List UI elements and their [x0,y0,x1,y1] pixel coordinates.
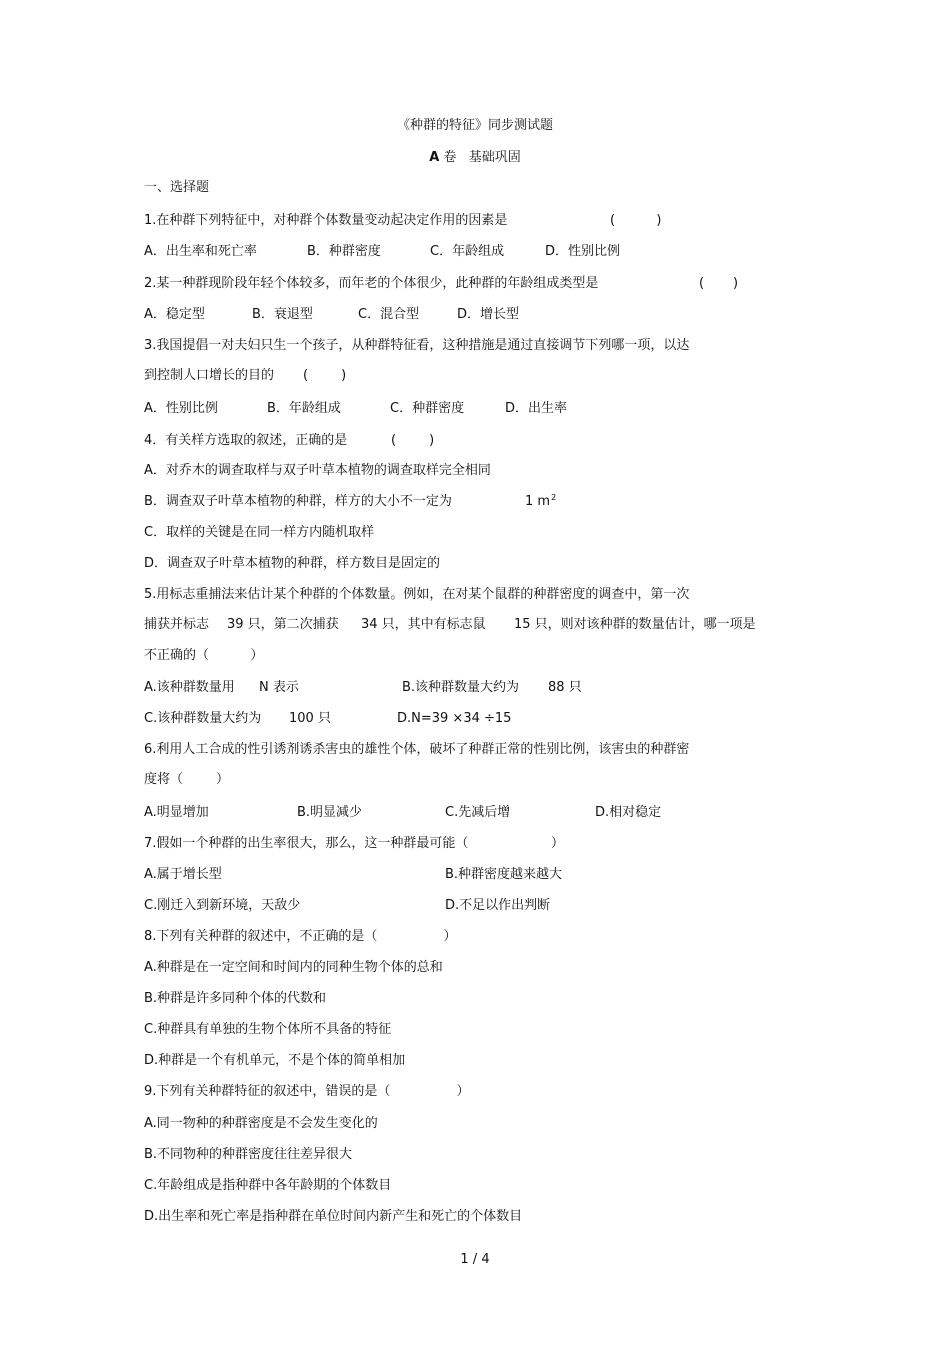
question-7-stem: 7.假如一个种群的出生率很大，那么，这一种群最可能（ ） [144,836,565,851]
question-4-answer-paren: ( ) [391,433,435,448]
question-6-stem-line1: 6.利用人工合成的性引诱剂诱杀害虫的雄性个体，破坏了种群正常的性别比例，该害虫的种群密 [144,742,690,757]
area-value: 1 m [525,494,551,509]
question-5-stem-line2-part3: 34 只，其中有标志鼠 [361,617,486,632]
question-4-option-a: A．对乔木的调查取样与双子叶草本植物的调查取样完全相同 [144,463,491,478]
question-4-option-b: B．调查双子叶草本植物的种群，样方的大小不一定为 [144,494,452,509]
question-6-option-c: C.先减后增 [445,805,511,820]
question-1-option-b: B．种群密度 [307,244,381,259]
question-3-stem-line1: 3.我国提倡一对夫妇只生一个孩子，从种群特征看，这种措施是通过直接调节下列哪一项，以达 [144,338,690,353]
question-2-option-a: A．稳定型 [144,307,205,322]
question-5-option-b-value: 88 只 [548,680,582,695]
question-5-option-a-label: A.该种群数量用 [144,680,235,695]
question-7-option-a: A.属于增长型 [144,867,222,882]
area-exponent: 2 [551,493,557,502]
question-5-stem-line1: 5.用标志重捕法来估计某个种群的个体数量。例如，在对某个鼠群的种群密度的调查中，第一次 [144,587,690,602]
question-9-option-c: C.年龄组成是指种群中各年龄期的个体数目 [144,1178,392,1193]
question-4-stem: 4．有关样方选取的叙述，正确的是 [144,433,348,448]
question-5-option-d: D.N=39 ×34 ÷15 [397,711,512,726]
question-4-option-c: C．取样的关键是在同一样方内随机取样 [144,525,375,540]
question-3-option-c: C．种群密度 [390,401,465,416]
question-5-option-c-label: C.该种群数量大约为 [144,711,262,726]
question-5-stem-line2-part2: 39 只，第二次捕获 [227,617,339,632]
question-5-stem-line2-part4: 15 只，则对该种群的数量估计，哪一项是 [514,617,756,632]
question-6-option-b: B.明显减少 [297,805,363,820]
volume-label: 卷 基础巩固 [439,150,521,165]
question-8-option-c: C.种群具有单独的生物个体所不具备的特征 [144,1022,392,1037]
volume-heading [0,150,950,166]
page-number: 1 / 4 [460,1252,490,1267]
question-5-option-c-value: 100 只 [289,711,331,726]
question-4-option-d: D．调查双子叶草本植物的种群，样方数目是固定的 [144,556,441,571]
question-3-answer-paren: ( ) [303,368,347,383]
question-2-option-d: D．增长型 [457,307,520,322]
question-5-stem-line3: 不正确的（ ） [144,648,264,663]
question-1-option-c: C．年龄组成 [430,244,505,259]
question-6-option-a: A.明显增加 [144,805,209,820]
question-9-option-b: B.不同物种的种群密度往往差异很大 [144,1147,353,1162]
question-8-option-b: B.种群是许多同种个体的代数和 [144,991,327,1006]
doc-title: 《种群的特征》同步测试题 [396,118,553,133]
question-8-stem: 8.下列有关种群的叙述中，不正确的是（ ） [144,929,457,944]
question-7-option-c: C.刚迁入到新环境，天敌少 [144,898,301,913]
question-1-option-d: D．性别比例 [545,244,621,259]
question-1-option-a: A．出生率和死亡率 [144,244,257,259]
question-2-option-b: B．衰退型 [252,307,313,322]
question-2-answer-paren: ( ) [699,276,739,291]
question-9-option-a: A.同一物种的种群密度是不会发生变化的 [144,1116,378,1131]
question-8-option-a: A.种群是在一定空间和时间内的同种生物个体的总和 [144,960,443,975]
question-3-option-d: D．出生率 [505,401,568,416]
question-4-option-b-area [525,494,556,511]
question-1-answer-paren: ( ) [610,213,662,228]
question-8-option-d: D.种群是一个有机单元，不是个体的简单相加 [144,1053,406,1068]
question-7-option-b: B.种群密度越来越大 [445,867,563,882]
section-heading: 一、选择题 [144,180,210,195]
question-5-option-b-label: B.该种群数量大约为 [402,680,520,695]
question-5-stem-line2-part1: 捕获并标志 [144,617,210,632]
question-2-option-c: C．混合型 [358,307,420,322]
question-3-option-b: B．年龄组成 [267,401,341,416]
question-3-option-a: A．性别比例 [144,401,218,416]
question-5-option-a-value: N 表示 [259,680,299,695]
question-6-option-d: D.相对稳定 [595,805,662,820]
question-3-stem-line2: 到控制人口增长的目的 [144,368,275,383]
question-1-stem: 1.在种群下列特征中，对种群个体数量变动起决定作用的因素是 [144,213,508,228]
question-2-stem: 2.某一种群现阶段年轻个体较多，而年老的个体很少，此种群的年龄组成类型是 [144,276,599,291]
volume-letter: A [429,150,440,165]
question-9-stem: 9.下列有关种群特征的叙述中，错误的是（ ） [144,1084,470,1099]
question-7-option-d: D.不足以作出判断 [445,898,551,913]
question-9-option-d: D.出生率和死亡率是指种群在单位时间内新产生和死亡的个体数目 [144,1209,523,1224]
question-6-stem-line2: 度将（ ） [144,772,230,787]
